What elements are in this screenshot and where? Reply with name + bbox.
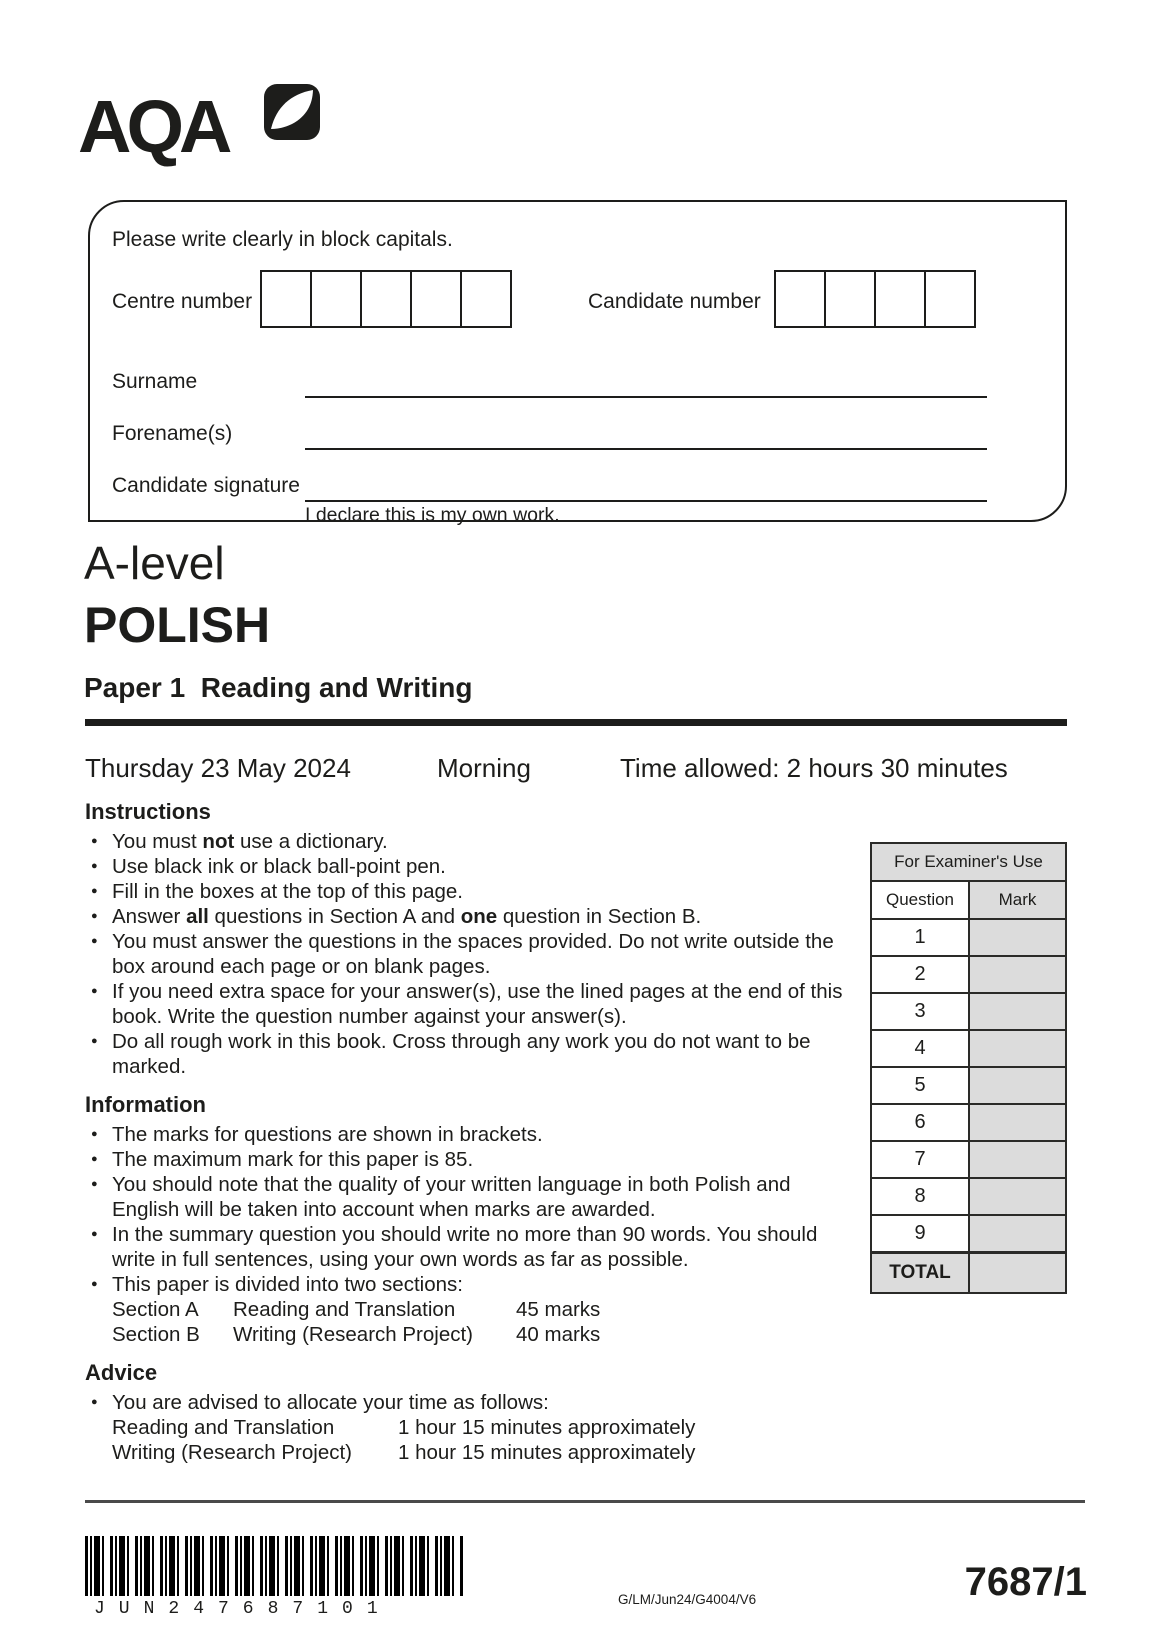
mark-cell[interactable] xyxy=(970,994,1065,1029)
list-item: ● Use black ink or black ball-point pen. xyxy=(85,854,845,879)
paper-title: Paper 1 Reading and Writing xyxy=(84,672,473,703)
list-item: ● You must not use a dictionary. xyxy=(85,829,845,854)
list-item: ● If you need extra space for your answer(s), use the lined pages at the end of this book. Write the question number against your answer(s). xyxy=(85,979,845,1029)
list-item: ● You should note that the quality of your written language in both Polish and English will be taken into account when marks are awarded. xyxy=(85,1172,845,1222)
block-capitals-instruction: Please write clearly in block capitals. xyxy=(112,228,453,251)
mark-cell[interactable] xyxy=(970,1031,1065,1066)
examiner-table-row xyxy=(872,920,1065,957)
number-box[interactable] xyxy=(410,270,462,328)
number-box[interactable] xyxy=(924,270,976,328)
detail-row xyxy=(85,1297,845,1322)
examiner-table-row xyxy=(872,1142,1065,1179)
question-number: 6 xyxy=(872,1105,970,1140)
candidate-signature-label: Candidate signature xyxy=(112,474,300,497)
examiner-table-row xyxy=(872,1105,1065,1142)
list-item: ● Answer all questions in Section A and one question in Section B. xyxy=(85,904,845,929)
barcode xyxy=(85,1536,463,1596)
candidate-number-label: Candidate number xyxy=(588,290,761,313)
number-box[interactable] xyxy=(360,270,412,328)
list-item: ● The marks for questions are shown in brackets. xyxy=(85,1122,845,1147)
list-item: ● The maximum mark for this paper is 85. xyxy=(85,1147,845,1172)
number-box[interactable] xyxy=(310,270,362,328)
number-box[interactable] xyxy=(874,270,926,328)
list-item: ● You must answer the questions in the spaces provided. Do not write outside the box around each page or on blank pages. xyxy=(85,929,845,979)
question-number: 3 xyxy=(872,994,970,1029)
mark-cell[interactable] xyxy=(970,1179,1065,1214)
candidate-signature-field[interactable] xyxy=(305,500,987,502)
instructions-heading: Instructions xyxy=(85,799,211,824)
detail-row xyxy=(85,1322,845,1347)
list-item: ● In the summary question you should write no more than 90 words. You should write in full sentences, using your own words as far as possible. xyxy=(85,1222,845,1272)
name: Reading and Translation xyxy=(233,1298,456,1321)
time-allocation xyxy=(85,1415,845,1465)
list-item: ● You are advised to allocate your time as follows: xyxy=(85,1390,845,1415)
question-number: 4 xyxy=(872,1031,970,1066)
candidate-number-boxes xyxy=(774,270,976,328)
label: Section B xyxy=(112,1323,200,1346)
information-list xyxy=(85,1122,845,1297)
total-row xyxy=(872,1253,1065,1292)
section-breakdown xyxy=(85,1297,845,1347)
surname-label: Surname xyxy=(112,370,198,393)
detail-row xyxy=(85,1415,845,1440)
mark-cell[interactable] xyxy=(970,1068,1065,1103)
advice-heading: Advice xyxy=(85,1360,158,1385)
number-box[interactable] xyxy=(774,270,826,328)
question-number: 5 xyxy=(872,1068,970,1103)
centre-number-label: Centre number xyxy=(112,290,253,313)
barcode-text: JUN247687101 xyxy=(94,1599,392,1619)
marks: 40 marks xyxy=(516,1323,601,1346)
name: Writing (Research Project) xyxy=(233,1323,473,1346)
examiner-table-row xyxy=(872,1031,1065,1068)
cover-text-column xyxy=(85,799,845,1465)
examiner-table-row xyxy=(872,1179,1065,1216)
time: 1 hour 15 minutes approximately xyxy=(398,1441,696,1464)
for-examiners-use-table xyxy=(870,842,1067,1294)
question-number: 2 xyxy=(872,957,970,992)
question-number: 9 xyxy=(872,1216,970,1251)
question-column-header: Question xyxy=(872,882,970,918)
subject-title: POLISH xyxy=(84,597,271,653)
question-number: 1 xyxy=(872,920,970,955)
marks: 45 marks xyxy=(516,1298,601,1321)
examiner-table-row xyxy=(872,994,1065,1031)
forenames-field[interactable] xyxy=(305,448,987,450)
list-item: ● Fill in the boxes at the top of this page. xyxy=(85,879,845,904)
mark-cell[interactable] xyxy=(970,1105,1065,1140)
examiner-table-title: For Examiner's Use xyxy=(872,844,1065,882)
total-label: TOTAL xyxy=(872,1254,970,1292)
examiner-table-header xyxy=(872,882,1065,920)
mark-cell[interactable] xyxy=(970,920,1065,955)
question-number: 8 xyxy=(872,1179,970,1214)
leaf-icon xyxy=(264,84,320,140)
information-heading: Information xyxy=(85,1092,206,1117)
total-mark-cell[interactable] xyxy=(970,1254,1065,1292)
question-number: 7 xyxy=(872,1142,970,1177)
mark-cell[interactable] xyxy=(970,1216,1065,1251)
mark-cell[interactable] xyxy=(970,1142,1065,1177)
footer-rule xyxy=(85,1500,1085,1503)
label: Section A xyxy=(112,1298,199,1321)
declaration-note: I declare this is my own work. xyxy=(305,504,560,526)
exam-date: Thursday 23 May 2024 xyxy=(85,753,351,783)
surname-field[interactable] xyxy=(305,396,987,398)
name: Writing (Research Project) xyxy=(112,1441,352,1464)
list-item: ● This paper is divided into two sections: xyxy=(85,1272,845,1297)
detail-row xyxy=(85,1440,845,1465)
qualification-title: A-level xyxy=(84,537,225,589)
list-item: ● Do all rough work in this book. Cross through any work you do not want to be marked. xyxy=(85,1029,845,1079)
examiner-table-body xyxy=(872,920,1065,1253)
print-reference-code: G/LM/Jun24/G4004/V6 xyxy=(618,1592,757,1607)
paper-reference-code: 7687/1 xyxy=(964,1560,1087,1604)
forenames-label: Forename(s) xyxy=(112,422,233,445)
number-box[interactable] xyxy=(824,270,876,328)
examiner-table-row xyxy=(872,1068,1065,1105)
time: 1 hour 15 minutes approximately xyxy=(398,1416,696,1439)
exam-session: Morning xyxy=(437,753,531,783)
mark-column-header: Mark xyxy=(970,882,1065,918)
examiner-table-row xyxy=(872,957,1065,994)
instructions-list xyxy=(85,829,845,1079)
candidate-details-box xyxy=(88,200,1067,526)
advice-list xyxy=(85,1390,845,1415)
mark-cell[interactable] xyxy=(970,957,1065,992)
examiner-table-row xyxy=(872,1216,1065,1253)
divider-rule xyxy=(85,719,1067,726)
name: Reading and Translation xyxy=(112,1416,335,1439)
centre-number-boxes xyxy=(260,270,512,328)
aqa-logo-text: AQA xyxy=(78,85,228,168)
number-box[interactable] xyxy=(260,270,312,328)
time-allowed: Time allowed: 2 hours 30 minutes xyxy=(620,753,1008,783)
number-box[interactable] xyxy=(460,270,512,328)
